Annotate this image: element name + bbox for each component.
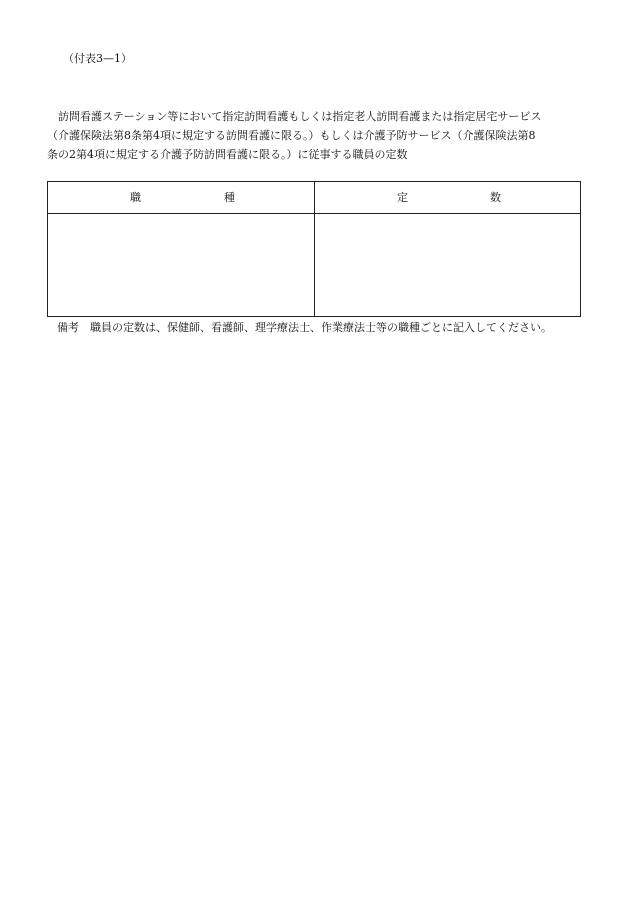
- remarks-note: 備考 職員の定数は、保健師、看護師、理学療法士、作業療法士等の職種ごとに記入してください。: [57, 321, 552, 334]
- header-job-type-char-2: 種: [224, 191, 235, 204]
- header-count-char-2: 数: [490, 191, 501, 204]
- intro-line: （介護保険法第8条第4項に規定する訪問看護に限る。）もしくは介護予防サービス（介護保険法第8: [47, 129, 536, 142]
- intro-line: 条の2第4項に規定する介護予防訪問看護に限る。）に従事する職員の定数: [47, 148, 408, 161]
- count-cell[interactable]: [315, 214, 580, 316]
- job-type-cell[interactable]: [48, 214, 314, 316]
- intro-line: 訪問看護ステーション等において指定訪問看護もしくは指定老人訪問看護または指定居宅サービス: [47, 110, 542, 123]
- staff-count-table: [47, 181, 581, 317]
- intro-paragraph: [47, 107, 587, 164]
- header-job-type-char-1: 職: [130, 191, 141, 204]
- header-count-char-1: 定: [397, 191, 408, 204]
- form-label: （付表3—1）: [63, 52, 132, 65]
